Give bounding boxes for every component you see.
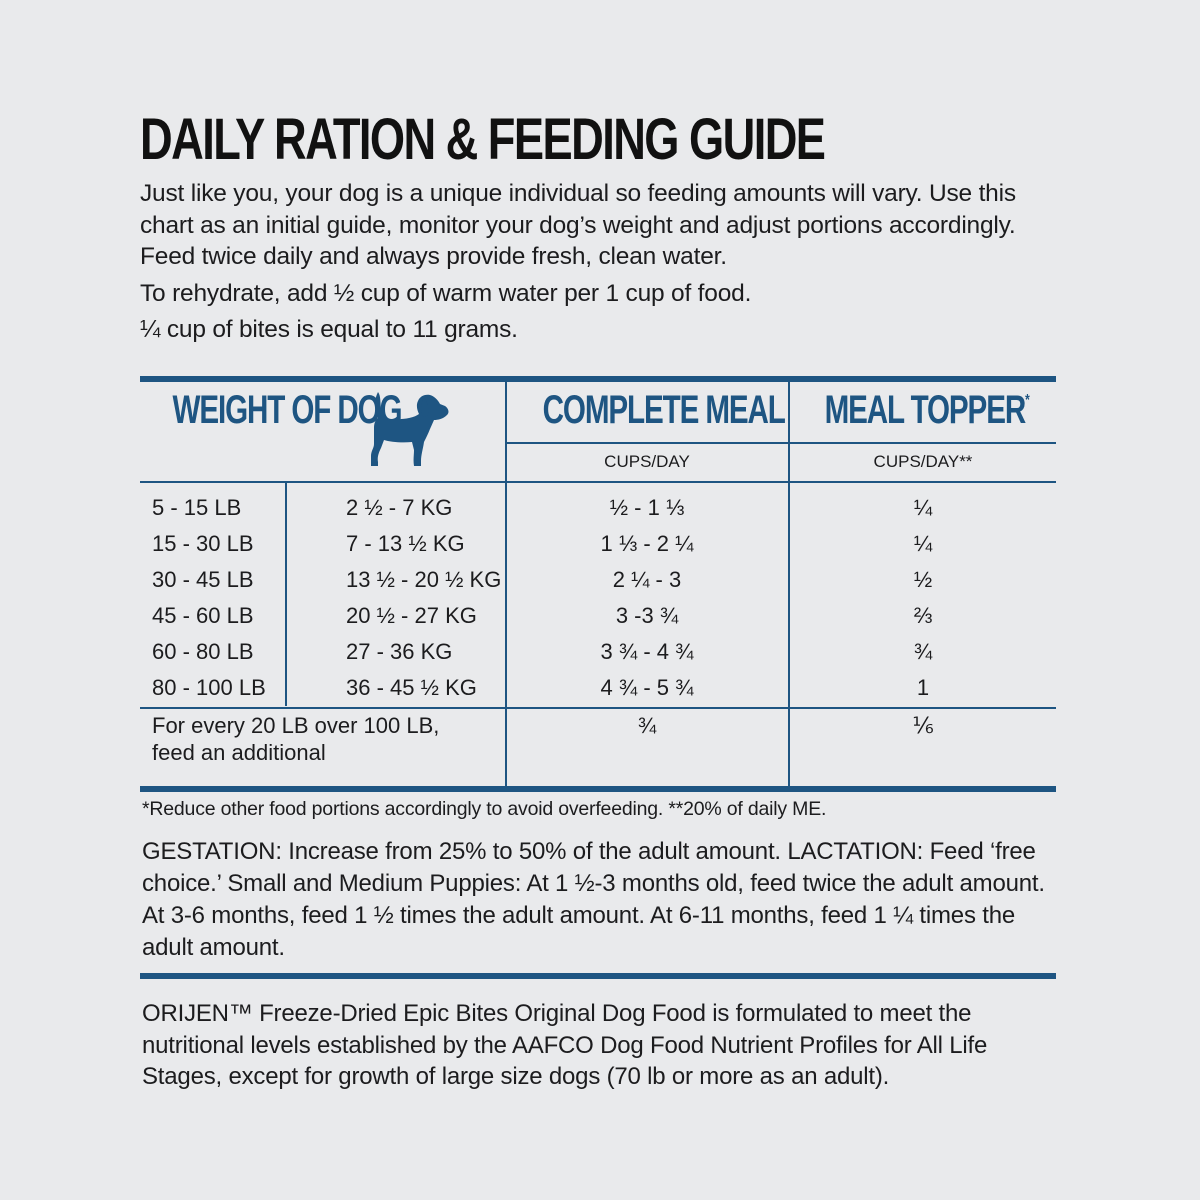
row-complete: 2 ¼ - 3 <box>612 567 682 592</box>
row-complete: ½ - 1 ⅓ <box>609 495 685 520</box>
complete-unit: CUPS/DAY <box>604 452 690 471</box>
table-top-rule <box>140 376 1056 382</box>
row-complete: 3 ¾ - 4 ¾ <box>600 639 694 664</box>
weight-header: WEIGHT OF DOG <box>172 388 402 432</box>
row-complete: 3 -3 ¾ <box>615 603 679 628</box>
feeding-guide <box>140 107 1056 1090</box>
row-lb: 5 - 15 LB <box>152 495 242 520</box>
topper-unit: CUPS/DAY** <box>873 452 973 471</box>
meal-topper-label: MEAL TOPPER <box>824 388 1026 432</box>
row-kg: 36 - 45 ½ KG <box>346 675 477 700</box>
row-topper: ⅔ <box>913 603 933 628</box>
row-lb: 45 - 60 LB <box>152 603 254 628</box>
row-topper: ¾ <box>913 639 933 664</box>
row-kg: 27 - 36 KG <box>346 639 453 664</box>
row-topper: ¼ <box>913 495 933 520</box>
gestation-text: GESTATION: Increase from 25% to 50% of the adult amount. LACTATION: Feed ‘free choice.’ Small and Medium Puppies: At 1 ½-3 months old, feed twice the adult amount. At 3-6 months, feed 1 ½ times the adult amount. At 6-11 months, feed 1 ¼ times the adult amount. <box>142 838 1045 961</box>
row-lb: 60 - 80 LB <box>152 639 254 664</box>
header-sub-rule <box>506 442 1056 444</box>
row-complete: 4 ¾ - 5 ¾ <box>600 675 694 700</box>
header-bottom-rule <box>140 481 1056 483</box>
intro-line-1: Just like you, your dog is a unique individual so feeding amounts will vary. Use this <box>140 180 1016 207</box>
row-lb: 15 - 30 LB <box>152 531 254 556</box>
section-divider <box>140 973 1056 979</box>
table-bottom-rule <box>140 786 1056 792</box>
row-kg: 13 ½ - 20 ½ KG <box>346 567 502 592</box>
row-topper: ½ <box>913 567 933 592</box>
extra-topper: ⅙ <box>912 713 934 738</box>
aafco-statement: ORIJEN™ Freeze-Dried Epic Bites Original Dog Food is formulated to meet the nutritional levels established by the AAFCO Dog Food Nutrient Profiles for All Life Stages, except for growth of large size dogs (70 lb or more as an adult). <box>142 1000 988 1090</box>
row-kg: 20 ½ - 27 KG <box>346 603 477 628</box>
complete-meal-header: COMPLETE MEAL <box>542 388 785 432</box>
divider-kg <box>285 482 287 706</box>
meal-topper-asterisk: * <box>1025 392 1029 409</box>
page-title: DAILY RATION & FEEDING GUIDE <box>140 107 825 172</box>
row-complete: 1 ⅓ - 2 ¼ <box>600 531 694 556</box>
row-lb: 30 - 45 LB <box>152 567 254 592</box>
extra-line-1: For every 20 LB over 100 LB, <box>152 713 440 738</box>
extra-complete: ¾ <box>637 713 657 738</box>
intro-line-2: chart as an initial guide, monitor your dog’s weight and adjust portions accordingly. <box>140 211 1016 239</box>
row-topper: ¼ <box>913 531 933 556</box>
bites-text: ¼ cup of bites is equal to 11 grams. <box>140 316 518 343</box>
row-kg: 2 ½ - 7 KG <box>346 495 453 520</box>
row-kg: 7 - 13 ½ KG <box>346 531 465 556</box>
extra-line-2: feed an additional <box>152 740 326 765</box>
footnote: *Reduce other food portions accordingly to avoid overfeeding. **20% of daily ME. <box>142 798 827 820</box>
extra-row-label <box>152 712 439 766</box>
intro-text <box>140 178 1056 346</box>
feeding-table <box>140 376 1056 792</box>
row-topper: 1 <box>916 675 930 700</box>
intro-line-3: Feed twice daily and always provide fresh, clean water. <box>140 243 727 270</box>
rehydrate-text: To rehydrate, add ½ cup of warm water per 1 cup of food. <box>140 279 752 307</box>
meal-topper-header <box>824 388 1029 433</box>
row-lb: 80 - 100 LB <box>152 675 266 700</box>
dog-silhouette-icon <box>358 384 458 470</box>
